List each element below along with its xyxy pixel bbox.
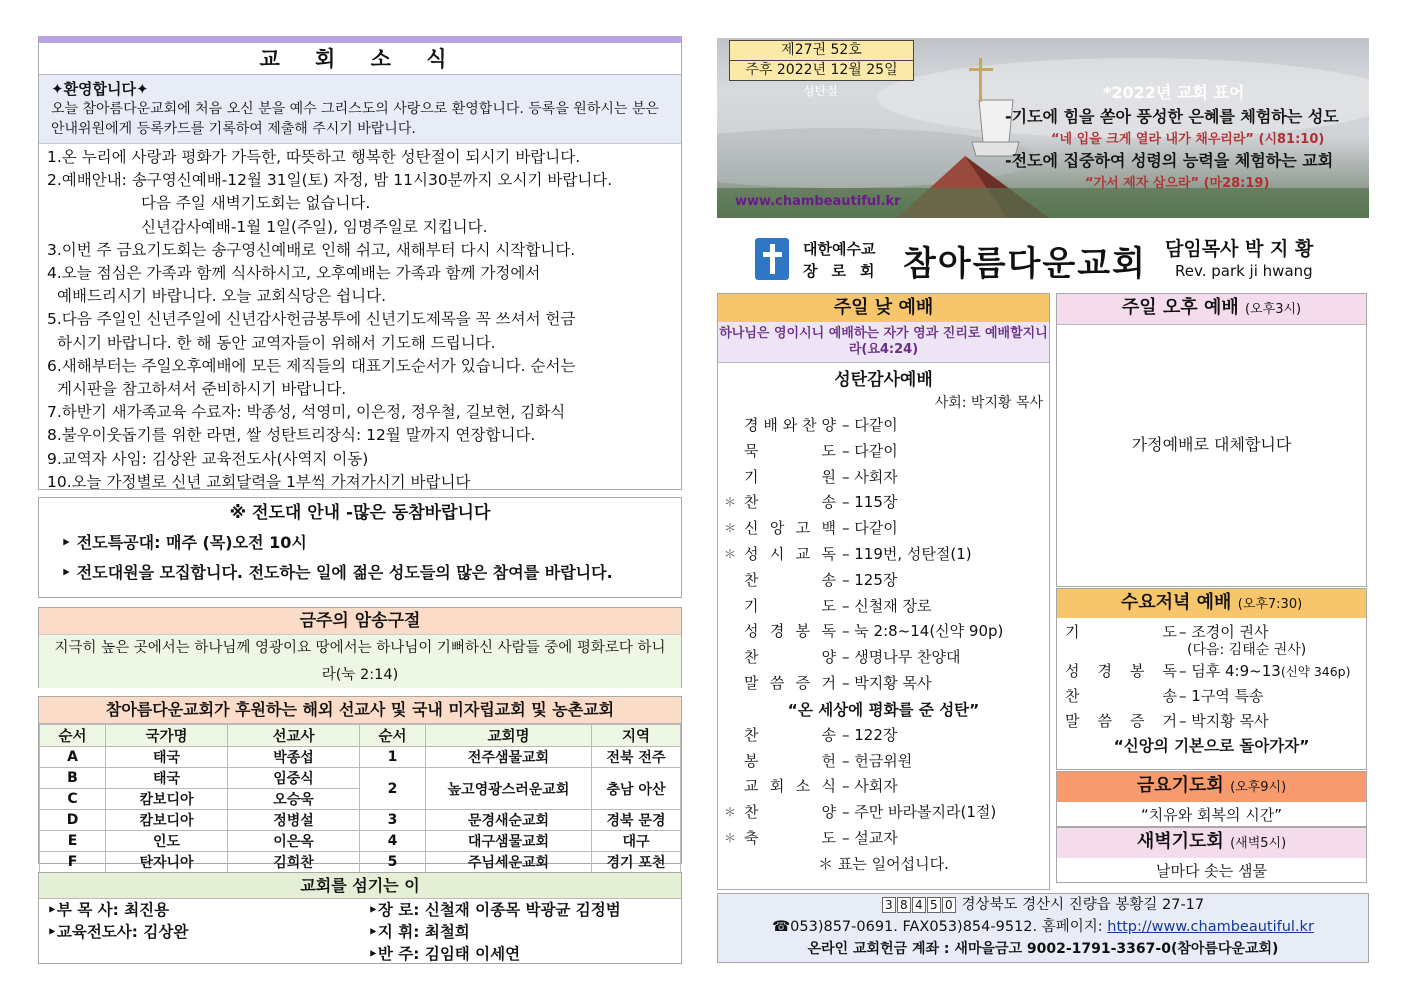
wednesday-sermon-title: “신앙의 기본으로 돌아가자” xyxy=(1113,737,1310,755)
dawn-prayer-section xyxy=(1056,827,1367,883)
order-label xyxy=(744,645,836,671)
wednesday-worship-section xyxy=(1056,588,1367,770)
label-char: 원 xyxy=(821,467,836,486)
order-label xyxy=(744,800,836,826)
table-cell: 정병설 xyxy=(228,810,360,831)
order-value: – 생명나무 찬양대 xyxy=(842,648,961,667)
order-value: – 설교자 xyxy=(842,828,898,847)
label-char: 기 xyxy=(1065,623,1080,641)
news-item-cont: 예배드리시기 바랍니다. 오늘 교회식당은 쉽니다. xyxy=(57,287,387,306)
label-char: 찬 xyxy=(744,725,759,744)
label-char: 도 xyxy=(1162,623,1177,641)
label-char: 묵 xyxy=(744,441,759,460)
label-char: 배 xyxy=(763,416,778,434)
label-char: 성 xyxy=(1065,662,1080,680)
order-item xyxy=(724,594,1049,620)
label-char: 독 xyxy=(1162,662,1177,680)
table-cell: 캄보디아 xyxy=(106,789,228,810)
zip-digit: 8 xyxy=(897,897,911,913)
news-item: 9.교역자 사임: 김상완 교육전도사(사역지 이동) xyxy=(47,449,369,468)
staff-entry: ‣부 목 사: 최진용 xyxy=(47,901,170,919)
table-cell: 2 xyxy=(360,768,426,810)
pastor-name-en: Rev. park ji hwang xyxy=(1175,262,1313,280)
issue-box xyxy=(729,40,914,81)
order-item xyxy=(724,516,1049,542)
pastor-name: 담임목사 박 지 황 xyxy=(1165,238,1314,260)
label-char: 백 xyxy=(821,519,836,538)
label-char: 기 xyxy=(744,596,759,615)
order-value: – 119번, 성탄절(1) xyxy=(842,544,972,563)
news-item: 5.다음 주일인 신년주일에 신년감사헌금봉투에 신년기도제목을 꼭 쓰셔서 헌금 xyxy=(47,310,576,329)
order-label xyxy=(744,619,836,645)
table-cell: 충남 아산 xyxy=(592,768,681,810)
label-char: 앙 xyxy=(769,519,785,538)
issue-date: 주후 2022년 12월 25일 xyxy=(730,60,913,80)
zip-digit: 4 xyxy=(912,897,926,913)
order-of-service-2 xyxy=(718,723,1049,852)
standing-mark xyxy=(724,439,744,465)
table-row xyxy=(40,831,681,852)
missions-section xyxy=(38,696,682,871)
order-label xyxy=(744,516,836,542)
label-char: 씀 xyxy=(1097,712,1112,730)
wednesday-title-text: 수요저녁 예배 xyxy=(1120,592,1232,613)
label-char: 독 xyxy=(821,622,836,641)
motto-title: *2022년 교회 표어 xyxy=(1103,83,1245,102)
order-label xyxy=(744,594,836,620)
table-cell: D xyxy=(40,810,106,831)
label-char: 식 xyxy=(821,777,836,796)
order-label xyxy=(744,542,836,568)
label-char: 찬 xyxy=(744,570,759,589)
label-char: 양 xyxy=(821,803,836,822)
staff-title: 교회를 섬기는 이 xyxy=(39,873,681,899)
evangelism-line: ‣ 전도대원을 모집합니다. 전도하는 일에 젊은 성도들의 많은 참여를 바랍니다. xyxy=(61,563,613,582)
motto-reference: “가서 제자 삼으라” (마28:19) xyxy=(1085,176,1270,191)
standing-mark: ＊ xyxy=(724,830,737,845)
standing-mark xyxy=(724,749,744,775)
table-row xyxy=(40,747,681,768)
news-item-cont: 게시판을 참고하셔서 준비하시기 바랍니다. xyxy=(57,380,347,399)
label-char: 씀 xyxy=(769,673,785,692)
order-value: – 125장 xyxy=(842,570,898,589)
label-char: 찬 xyxy=(1065,687,1080,705)
label-char: 송 xyxy=(821,570,836,589)
news-item: 7.하반기 새가족교육 수료자: 박종성, 석영미, 이은정, 정우철, 길보현, 김화식 xyxy=(47,403,566,422)
table-cell: 주님세운교회 xyxy=(426,852,592,873)
service-title: 성탄감사예배 xyxy=(834,370,933,390)
zip-digit: 3 xyxy=(882,897,896,913)
sunday-worship-verse: 하나님은 영이시니 예배하는 자가 영과 진리로 예배할지니라(요4:24) xyxy=(718,322,1049,363)
order-value: – 사회자 xyxy=(842,467,898,486)
order-item xyxy=(724,439,1049,465)
church-news-section xyxy=(38,36,682,490)
label-char: 도 xyxy=(821,441,836,460)
table-cell: A xyxy=(40,747,106,768)
news-item-cont: 다음 주일 새벽기도회는 없습니다. xyxy=(141,194,371,213)
staff-left-column xyxy=(39,899,360,965)
address-line xyxy=(718,894,1368,916)
label-char: 양 xyxy=(821,648,836,667)
news-item xyxy=(47,216,675,239)
news-item: 2.예배안내: 송구영신예배-12월 31일(토) 자정, 밤 11시30분까지 오시기 바랍니다. xyxy=(47,171,613,190)
table-cell: C xyxy=(40,789,106,810)
wednesday-row xyxy=(1065,684,1366,709)
table-row xyxy=(40,768,681,789)
table-cell: 임중식 xyxy=(228,768,360,789)
news-item: 1.온 누리에 사랑과 평화가 가득한, 따뜻하고 행복한 성탄절이 되시기 바랍니다. xyxy=(47,148,581,166)
evangelism-line: ‣ 전도특공대: 매주 (목)오전 10시 xyxy=(61,533,307,552)
order-label xyxy=(744,774,836,800)
label-char: 와 xyxy=(782,416,798,434)
table-cell: B xyxy=(40,768,106,789)
afternoon-time: (오후3시) xyxy=(1245,302,1302,317)
memory-verse-text: 지극히 높은 곳에서는 하나님께 영광이요 땅에서는 하나님이 기뻐하신 사람들 중에 평화로다 하니라(눅 2:14) xyxy=(39,635,681,688)
label-char: 축 xyxy=(744,828,759,847)
news-item xyxy=(47,378,675,401)
label-char: 고 xyxy=(795,519,811,538)
label-char: 거 xyxy=(821,673,836,692)
table-cell: 태국 xyxy=(106,747,228,768)
order-item xyxy=(724,671,1049,697)
header-banner xyxy=(717,38,1369,218)
staff-entry: ‣지 휘: 최철희 xyxy=(368,923,470,941)
label-char: 신 xyxy=(744,519,759,538)
order-item xyxy=(724,490,1049,516)
welcome-text: 오늘 참아름다운교회에 처음 오신 분을 예수 그리스도의 사랑으로 환영합니다. 등록을 원하시는 분은 안내위원에게 등록카드를 기록하여 제출해 주시기 바랍니다. xyxy=(51,101,659,137)
news-item xyxy=(47,332,675,355)
next-prayer: (다음: 김태순 권사) xyxy=(1187,642,1307,658)
news-item xyxy=(47,285,675,308)
news-item: 3.이번 주 금요기도회는 송구영신예배로 인해 쉬고, 새해부터 다시 시작합니다. xyxy=(47,240,576,259)
order-value: – 사회자 xyxy=(842,777,898,796)
church-name: 참아름다운교회 xyxy=(903,244,1147,284)
order-item xyxy=(724,542,1049,568)
order-label xyxy=(744,439,836,465)
label-char: 경 xyxy=(1097,662,1112,680)
label-char: 거 xyxy=(1162,712,1177,730)
order-item xyxy=(724,619,1049,645)
table-cell: F xyxy=(40,852,106,873)
staff-entry: ‣장 로: 신철재 이종목 박광균 김정범 xyxy=(368,901,621,919)
news-item-cont: 신년감사예배-1월 1일(주일), 임명주일로 지킵니다. xyxy=(141,217,488,236)
table-cell: 5 xyxy=(360,852,426,873)
label-char: 성 xyxy=(744,622,759,641)
reading-text: – 딤후 4:9~13 xyxy=(1179,662,1281,680)
sunday-worship-title: 주일 낮 예배 xyxy=(718,294,1049,322)
evangelism-section xyxy=(38,497,682,598)
label-char: 송 xyxy=(1162,687,1177,705)
table-cell: 대구샘물교회 xyxy=(426,831,592,852)
label-char: 기 xyxy=(744,467,759,486)
label-char: 찬 xyxy=(802,416,817,434)
table-cell: 김희찬 xyxy=(228,852,360,873)
motto-line: -전도에 집중하여 성령의 능력을 체험하는 교회 xyxy=(1005,151,1334,170)
order-label xyxy=(744,671,836,697)
table-cell: 인도 xyxy=(106,831,228,852)
row-value: – 박지황 목사 xyxy=(1179,712,1269,730)
row-label xyxy=(1065,659,1177,684)
welcome-box xyxy=(39,75,681,144)
motto-line: -기도에 힘을 쏟아 풍성한 은혜를 체험하는 성도 xyxy=(1005,107,1339,126)
table-cell: 박종섭 xyxy=(228,747,360,768)
footer xyxy=(717,893,1369,963)
label-char: 경 xyxy=(769,622,785,641)
standing-mark xyxy=(724,465,744,491)
website-link[interactable]: www.chambeautiful.kr xyxy=(735,194,901,209)
table-row xyxy=(40,810,681,831)
label-char: 봉 xyxy=(744,751,759,770)
row-value: – 조경이 권사 xyxy=(1179,623,1269,641)
order-item xyxy=(724,800,1049,826)
welcome-heading: ✦환영합니다✦ xyxy=(51,80,149,98)
label-char: 찬 xyxy=(744,803,759,822)
column-header: 지역 xyxy=(592,725,681,747)
label-char: 찬 xyxy=(744,648,759,667)
label-char: 헌 xyxy=(821,751,836,770)
season-label: 성탄절 xyxy=(803,84,838,98)
label-char: 성 xyxy=(744,544,759,563)
label-char: 증 xyxy=(795,673,811,692)
wednesday-row xyxy=(1065,709,1366,734)
order-label xyxy=(744,490,836,516)
staff-section xyxy=(38,872,682,964)
standing-mark: ＊ xyxy=(724,546,737,561)
news-item: 8.불우이웃돕기를 위한 라면, 쌀 성탄트리장식: 12월 말까지 연장합니다. xyxy=(47,426,536,445)
sunday-worship-section xyxy=(717,293,1050,890)
order-value: – 박지황 목사 xyxy=(842,673,932,692)
standing-mark xyxy=(724,413,744,439)
table-cell: 캄보디아 xyxy=(106,810,228,831)
order-value: – 눅 2:8~14(신약 90p) xyxy=(842,622,1004,641)
label-char: 찬 xyxy=(744,493,759,512)
column-header: 교회명 xyxy=(426,725,592,747)
homepage-link[interactable]: http://www.chambeautiful.kr xyxy=(1107,919,1314,935)
column-header: 순서 xyxy=(360,725,426,747)
column-header: 국가명 xyxy=(106,725,228,747)
news-list xyxy=(39,144,681,494)
denomination-line2: 장로회 xyxy=(803,262,889,280)
afternoon-worship-title xyxy=(1057,294,1366,325)
standing-mark xyxy=(724,619,744,645)
row-value xyxy=(1177,659,1350,684)
order-label xyxy=(744,723,836,749)
order-label xyxy=(744,465,836,491)
news-item xyxy=(47,192,675,215)
dawn-title-text: 새벽기도회 xyxy=(1136,831,1224,852)
order-value: – 다같이 xyxy=(842,416,898,434)
order-label xyxy=(744,749,836,775)
wednesday-row xyxy=(1065,659,1366,684)
order-label xyxy=(744,413,836,439)
table-cell: 문경새순교회 xyxy=(426,810,592,831)
news-item: 4.오늘 점심은 가족과 함께 식사하시고, 오후예배는 가족과 함께 가정에서 xyxy=(47,264,541,283)
standing-mark xyxy=(724,594,744,620)
column-header: 순서 xyxy=(40,725,106,747)
row-label xyxy=(1065,684,1177,709)
dawn-time: (새벽5시) xyxy=(1230,836,1287,851)
table-row xyxy=(40,852,681,873)
friday-title-text: 금요기도회 xyxy=(1136,775,1224,796)
news-item-cont: 하시기 바랍니다. 한 해 동안 교역자들이 위해서 기도해 드립니다. xyxy=(57,333,496,352)
label-char: 도 xyxy=(821,596,836,615)
standing-mark xyxy=(724,671,744,697)
service-host: 사회: 박지황 목사 xyxy=(934,395,1043,411)
row-value: – 1구역 특송 xyxy=(1179,687,1264,705)
afternoon-worship-body: 가정예배로 대체합니다 xyxy=(1131,435,1292,454)
table-cell: 1 xyxy=(360,747,426,768)
label-char: 봉 xyxy=(1130,662,1145,680)
label-char: 시 xyxy=(769,544,785,563)
offering-account: 온라인 교회헌금 계좌 : 새마을금고 9002-1791-3367-0(참아름다운교회) xyxy=(807,941,1279,957)
staff-entry: ‣교육전도사: 김상완 xyxy=(47,923,189,941)
label-char: 교 xyxy=(795,544,811,563)
table-cell: 경기 포천 xyxy=(592,852,681,873)
label-char: 증 xyxy=(1130,712,1145,730)
standing-mark xyxy=(724,774,744,800)
table-cell: 3 xyxy=(360,810,426,831)
table-cell: 경북 문경 xyxy=(592,810,681,831)
motto-reference: “네 입을 크게 열라 내가 채우리라” (시81:10) xyxy=(1051,132,1325,147)
row-label xyxy=(1065,709,1177,734)
order-value: – 신철재 장로 xyxy=(842,596,932,615)
column-header: 선교사 xyxy=(228,725,360,747)
table-cell: 태국 xyxy=(106,768,228,789)
cross-logo-icon xyxy=(755,238,789,280)
reading-page: (신약 346p) xyxy=(1280,664,1351,679)
label-char: 송 xyxy=(821,493,836,512)
label-char: 소 xyxy=(795,777,811,796)
missions-table xyxy=(39,724,681,873)
order-item xyxy=(724,723,1049,749)
label-char: 회 xyxy=(769,777,785,796)
zip-digit: 0 xyxy=(942,897,956,913)
label-char: 경 xyxy=(744,416,759,434)
table-cell: 4 xyxy=(360,831,426,852)
table-header-row xyxy=(40,725,681,747)
issue-volume: 제27권 52호 xyxy=(781,42,862,58)
memory-verse-title: 금주의 암송구절 xyxy=(39,608,681,635)
label-char: 도 xyxy=(821,828,836,847)
dawn-prayer-title xyxy=(1057,828,1366,858)
order-value: – 다같이 xyxy=(842,441,898,460)
standing-mark xyxy=(724,645,744,671)
label-char: 말 xyxy=(744,673,759,692)
contact-line xyxy=(718,916,1368,938)
denomination-line1: 대한예수교 xyxy=(803,240,876,258)
order-item xyxy=(724,774,1049,800)
label-char: 교 xyxy=(744,777,759,796)
order-of-service xyxy=(718,413,1049,697)
table-cell: E xyxy=(40,831,106,852)
afternoon-worship-section xyxy=(1056,293,1367,587)
order-item xyxy=(724,645,1049,671)
standing-mark: ＊ xyxy=(724,521,737,536)
standing-mark: ＊ xyxy=(724,495,737,510)
zip-digit: 5 xyxy=(927,897,941,913)
order-value: – 주만 바라볼지라(1절) xyxy=(842,803,997,822)
table-cell: 전북 전주 xyxy=(592,747,681,768)
table-cell: 오승욱 xyxy=(228,789,360,810)
order-value: – 다같이 xyxy=(842,519,898,538)
label-char: 봉 xyxy=(795,622,811,641)
address: 경상북도 경산시 진량읍 봉황길 27-17 xyxy=(961,897,1205,913)
news-item: 10.오늘 가정별로 신년 교회달력을 1부씩 가져가시기 바랍니다 xyxy=(47,472,471,491)
friday-theme: “치유와 회복의 시간” xyxy=(1141,806,1282,824)
order-item xyxy=(724,826,1049,852)
label-char: 양 xyxy=(821,416,836,434)
sermon-title: “온 세상에 평화를 준 성탄” xyxy=(787,700,980,719)
order-value: – 115장 xyxy=(842,493,898,512)
staff-right-column xyxy=(360,899,681,965)
table-cell: 전주샘물교회 xyxy=(426,747,592,768)
standing-mark xyxy=(724,568,744,594)
label-char: 송 xyxy=(821,725,836,744)
order-item xyxy=(724,465,1049,491)
news-item: 6.새해부터는 주일오후예배에 모든 제직들의 대표기도순서가 있습니다. 순서는 xyxy=(47,356,576,375)
order-value: – 122장 xyxy=(842,725,898,744)
row-label xyxy=(1065,620,1177,645)
staff-entry: ‣반 주: 김임태 이세연 xyxy=(368,945,521,963)
order-item xyxy=(724,413,1049,439)
wednesday-worship-title xyxy=(1057,589,1366,618)
wednesday-time: (오후7:30) xyxy=(1237,597,1303,612)
phone-fax: ☎053)857-0691. FAX053)854-9512. 홈페이지: xyxy=(772,919,1103,935)
dawn-text: 날마다 솟는 샘물 xyxy=(1156,862,1267,880)
order-value: – 헌금위원 xyxy=(842,751,913,770)
table-cell: 높고영광스러운교회 xyxy=(426,768,592,810)
standing-note: ＊ 표는 일어섭니다. xyxy=(818,854,949,873)
church-identity xyxy=(755,234,1375,284)
friday-time: (오후9시) xyxy=(1230,780,1287,795)
label-char: 말 xyxy=(1065,712,1080,730)
friday-prayer-section xyxy=(1056,771,1367,827)
church-news-title: 교 회 소 식 xyxy=(39,43,681,75)
order-label xyxy=(744,826,836,852)
order-label xyxy=(744,568,836,594)
standing-mark xyxy=(724,723,744,749)
afternoon-title-text: 주일 오후 예배 xyxy=(1121,297,1239,318)
friday-prayer-title xyxy=(1057,772,1366,802)
order-item xyxy=(724,568,1049,594)
table-cell: 탄자니아 xyxy=(106,852,228,873)
order-item xyxy=(724,749,1049,775)
missions-title: 참아름다운교회가 후원하는 해외 선교사 및 국내 미자립교회 및 농촌교회 xyxy=(39,697,681,724)
table-cell: 대구 xyxy=(592,831,681,852)
memory-verse-section xyxy=(38,607,682,688)
label-char: 독 xyxy=(821,544,836,563)
evangelism-title: ※ 전도대 안내 -많은 동참바랍니다 xyxy=(229,503,491,523)
table-cell: 이은옥 xyxy=(228,831,360,852)
standing-mark: ＊ xyxy=(724,805,737,820)
